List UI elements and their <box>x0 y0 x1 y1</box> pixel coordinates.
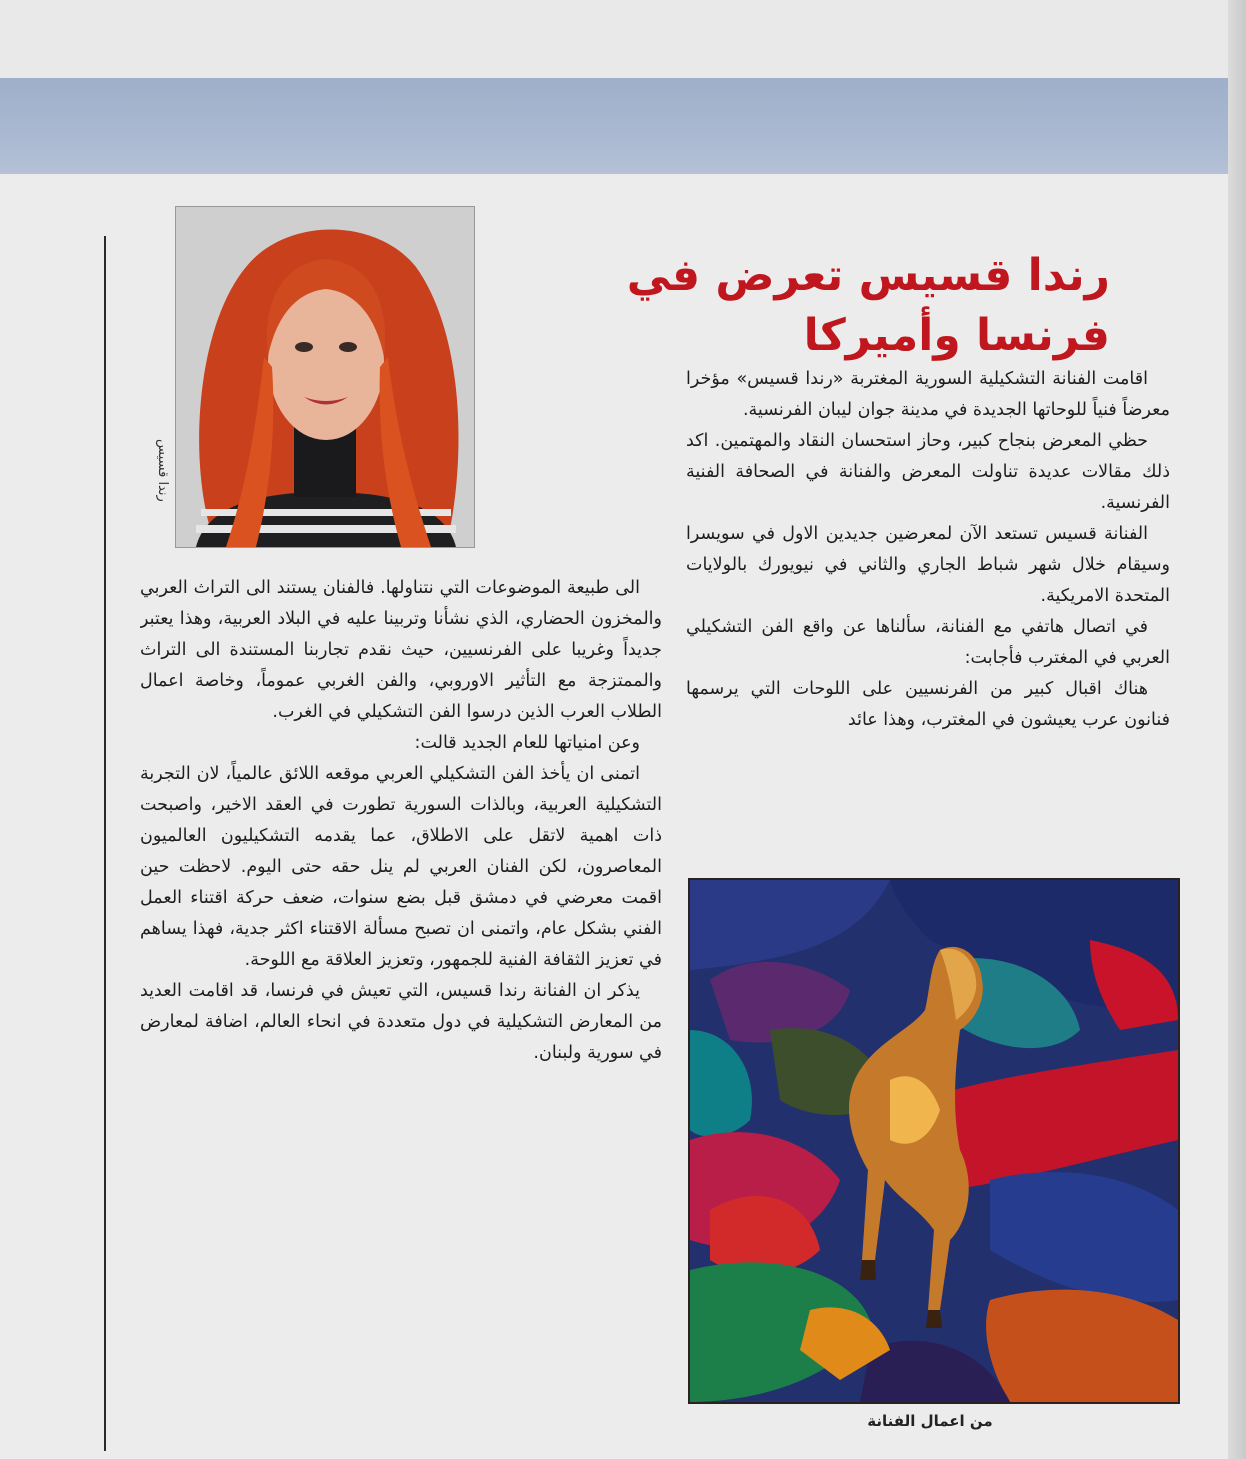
header-color-band <box>0 78 1246 174</box>
painting-caption: من اعمال الفنانة <box>867 1412 993 1430</box>
paragraph: في اتصال هاتفي مع الفنانة، سألناها عن واقع الفن التشكيلي العربي في المغترب فأجابت: <box>686 617 1170 668</box>
paragraph: اقامت الفنانة التشكيلية السورية المغتربة «رندا قسيس» مؤخرا معرضاً فنياً للوحاتها الجديدة في مدينة جوان ليبان الفرنسية. <box>686 369 1170 420</box>
paragraph: يذكر ان الفنانة رندا قسيس، التي تعيش في فرنسا، قد اقامت العديد من المعارض التشكيلية في دول متعددة في انحاء العالم، اضافة لمعارض في سورية ولبنان. <box>140 981 662 1063</box>
artist-portrait <box>175 206 475 548</box>
photo-caption: رندا قسيس <box>155 438 170 502</box>
page-edge <box>1228 0 1246 1459</box>
paragraph: الى طبيعة الموضوعات التي نتناولها. فالفنان يستند الى التراث العربي والمخزون الحضاري، الذي نشأنا وتربينا عليه في البلاد العربية، وهذا يعتبر جديداً وغريبا على الفرنسيين، حيث نقدم تجاربنا المستندة الى التراث والممتزجة مع التأثير الاوروبي، والفن الغربي عموماً، وخاصة اعمال الطلاب العرب الذين درسوا الفن التشكيلي في الغرب. <box>140 578 662 722</box>
column-rule <box>104 236 106 1451</box>
article-title: رندا قسيس تعرض في فرنسا وأميركا <box>626 250 1110 361</box>
article-body-left-column <box>140 573 662 1423</box>
paragraph: حظي المعرض بنجاح كبير، وحاز استحسان النقاد والمهتمين. اكد ذلك مقالات عديدة تناولت المعرض والفنانة في الصحافة الفنية الفرنسية. <box>686 431 1170 513</box>
paragraph: اتمنى ان يأخذ الفن التشكيلي العربي موقعه اللائق عالمياً، لان التجربة التشكيلية العربية، وبالذات السورية تطورت في العقد الاخير، واصبحت ذات اهمية لاتقل على الاطلاق، عما يقدمه التشكيليون العالميون المعاصرون، لكن الفنان العربي لم ينل حقه حتى اليوم. لاحظت حين اقمت معرضي في دمشق قبل بضع سنوات، ضعف حركة اقتناء العمل الفني بشكل عام، واتمنى ان تصبح مسألة الاقتناء اكثر جدية، فهذا يساهم في تعزيز الثقافة الفنية للجمهور، وتعزيز العلاقة مع اللوحة. <box>140 764 662 970</box>
paragraph: هناك اقبال كبير من الفرنسيين على اللوحات التي يرسمها فنانون عرب يعيشون في المغترب، وهذا عائد <box>686 679 1170 730</box>
paragraph: الفنانة قسيس تستعد الآن لمعرضين جديدين الاول في سويسرا وسيقام خلال شهر شباط الجاري والثاني في نيويورك بالولايات المتحدة الامريكية. <box>686 524 1170 606</box>
paragraph: وعن امنياتها للعام الجديد قالت: <box>414 733 640 753</box>
article-body-right-column <box>686 364 1170 859</box>
horse-painting <box>688 878 1180 1404</box>
